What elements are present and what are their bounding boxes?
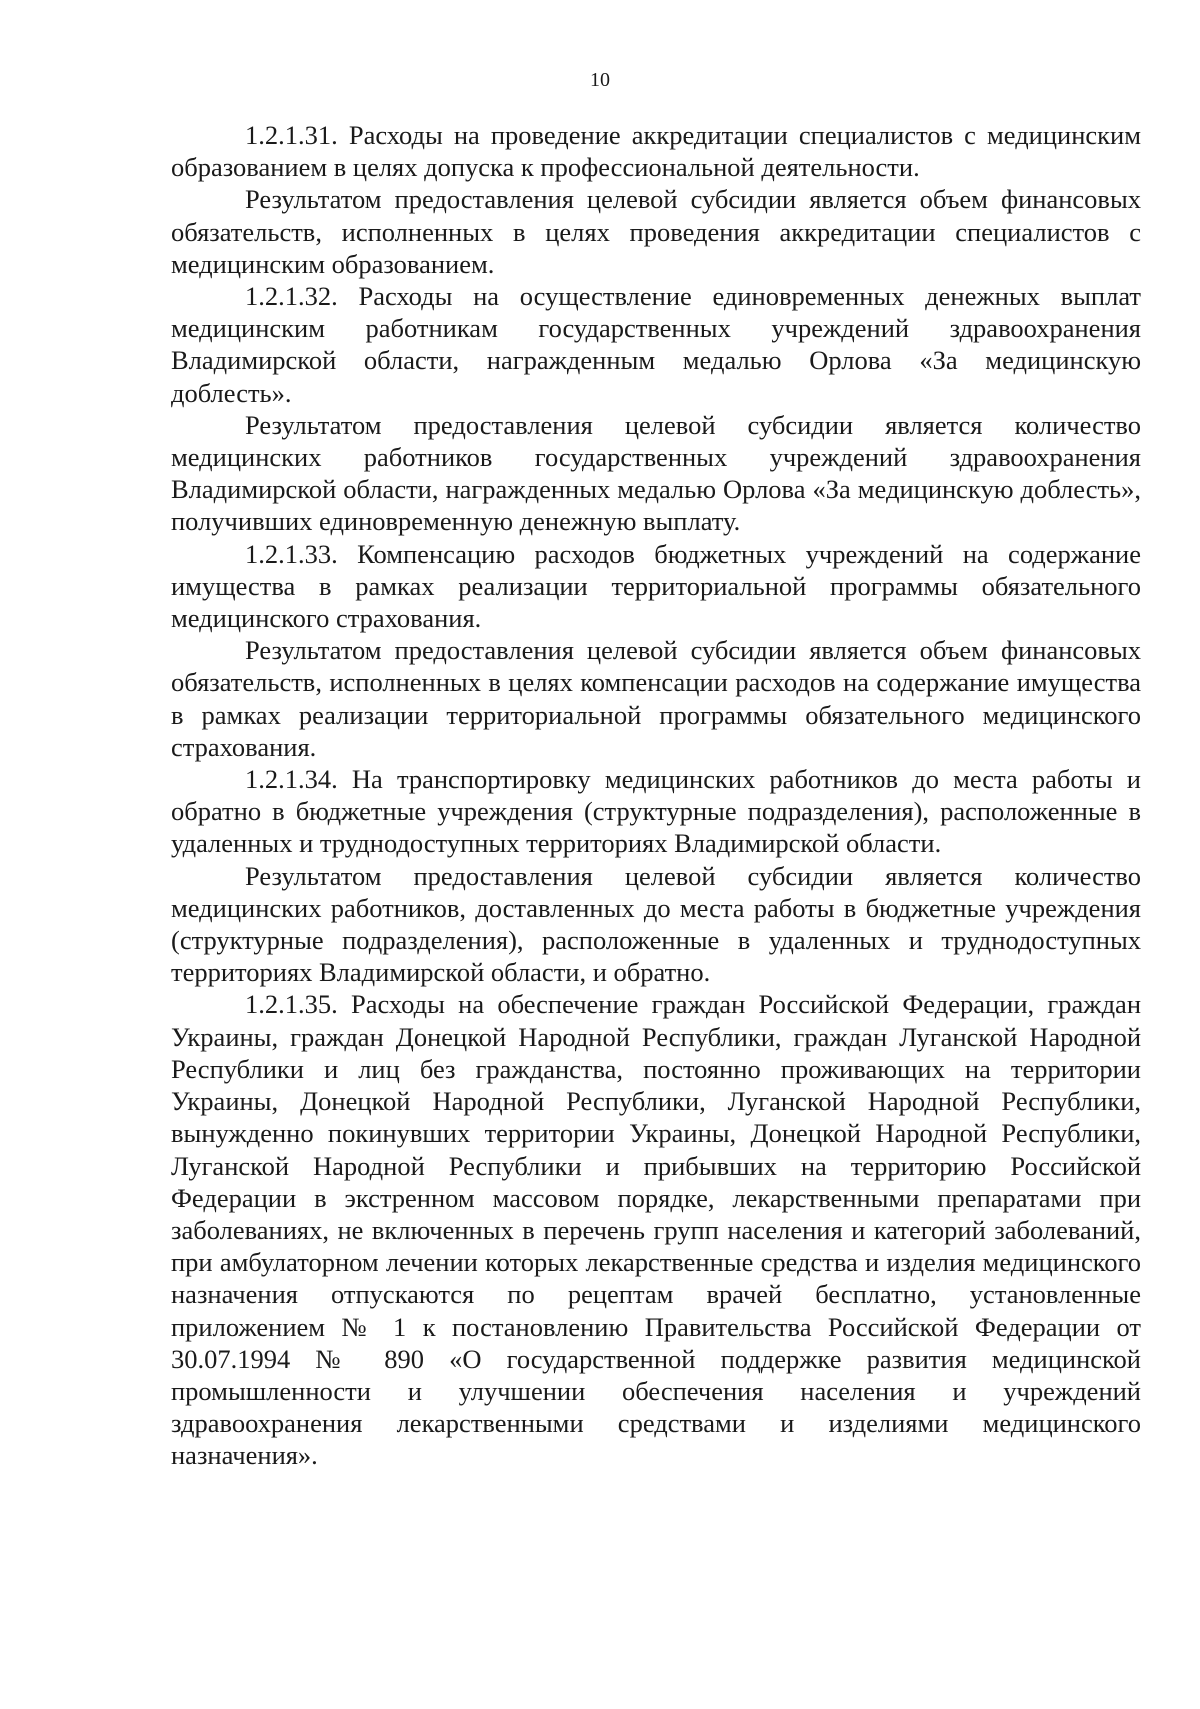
paragraph-result-34: Результатом предоставления целевой субсидии является количество медицинских работников, доставленных до места работы в бюджетные учреждения (структурные подразделения), расположенные в удаленных и труднодоступных территориях Владимирской области, и обратно.: [171, 860, 1141, 988]
paragraph-1-2-1-31: 1.2.1.31. Расходы на проведение аккредитации специалистов с медицинским образованием в целях допуска к профессиональной деятельности.: [171, 120, 1141, 183]
paragraph-1-2-1-33: 1.2.1.33. Компенсацию расходов бюджетных учреждений на содержание имущества в рамках реализации территориальной программы обязательного медицинского страхования.: [171, 538, 1141, 634]
paragraph-1-2-1-34: 1.2.1.34. На транспортировку медицинских работников до места работы и обратно в бюджетные учреждения (структурные подразделения), расположенные в удаленных и труднодоступных территориях Владимирской области.: [171, 764, 1141, 859]
paragraph-result-32: Результатом предоставления целевой субсидии является количество медицинских работников государственных учреждений здравоохранения Владимирской области, награжденных медалью Орлова «За медицинскую доблесть», получивших единовременную денежную выплату.: [171, 409, 1141, 537]
paragraph-result-31: Результатом предоставления целевой субсидии является объем финансовых обязательств, исполненных в целях проведения аккредитации специалистов с медицинским образованием.: [171, 184, 1141, 279]
document-body: [171, 119, 1141, 1472]
paragraph-result-33: Результатом предоставления целевой субсидии является объем финансовых обязательств, исполненных в целях компенсации расходов на содержание имущества в рамках реализации территориальной программы обязательного медицинского страхования.: [171, 635, 1141, 762]
page-number: 10: [590, 69, 610, 91]
paragraph-1-2-1-35: 1.2.1.35. Расходы на обеспечение граждан Российской Федерации, граждан Украины, граждан Донецкой Народной Республики, граждан Луганской Народной Республики и лиц без гражданства, постоянно проживающих на территории Украины, Донецкой Народной Республики, Луганской Народной Республики, вынужденно покинувших территории Украины, Донецкой Народной Республики, Луганской Народной Республики и прибывших на территорию Российской Федерации в экстренном массовом порядке, лекарственными препаратами при заболеваниях, не включенных в перечень групп населения и категорий заболеваний, при амбулаторном лечении которых лекарственные средства и изделия медицинского назначения отпускаются по рецептам врачей бесплатно, установленные приложением № 1 к постановлению Правительства Российской Федерации от 30.07.1994 № 890 «О государственной поддержке развития медицинской промышленности и улучшении обеспечения населения и учреждений здравоохранения лекарственными средствами и изделиями медицинского назначения».: [171, 989, 1141, 1471]
paragraph-1-2-1-32: 1.2.1.32. Расходы на осуществление единовременных денежных выплат медицинским работникам государственных учреждений здравоохранения Владимирской области, награжденным медалью Орлова «За медицинскую доблесть».: [171, 281, 1141, 408]
